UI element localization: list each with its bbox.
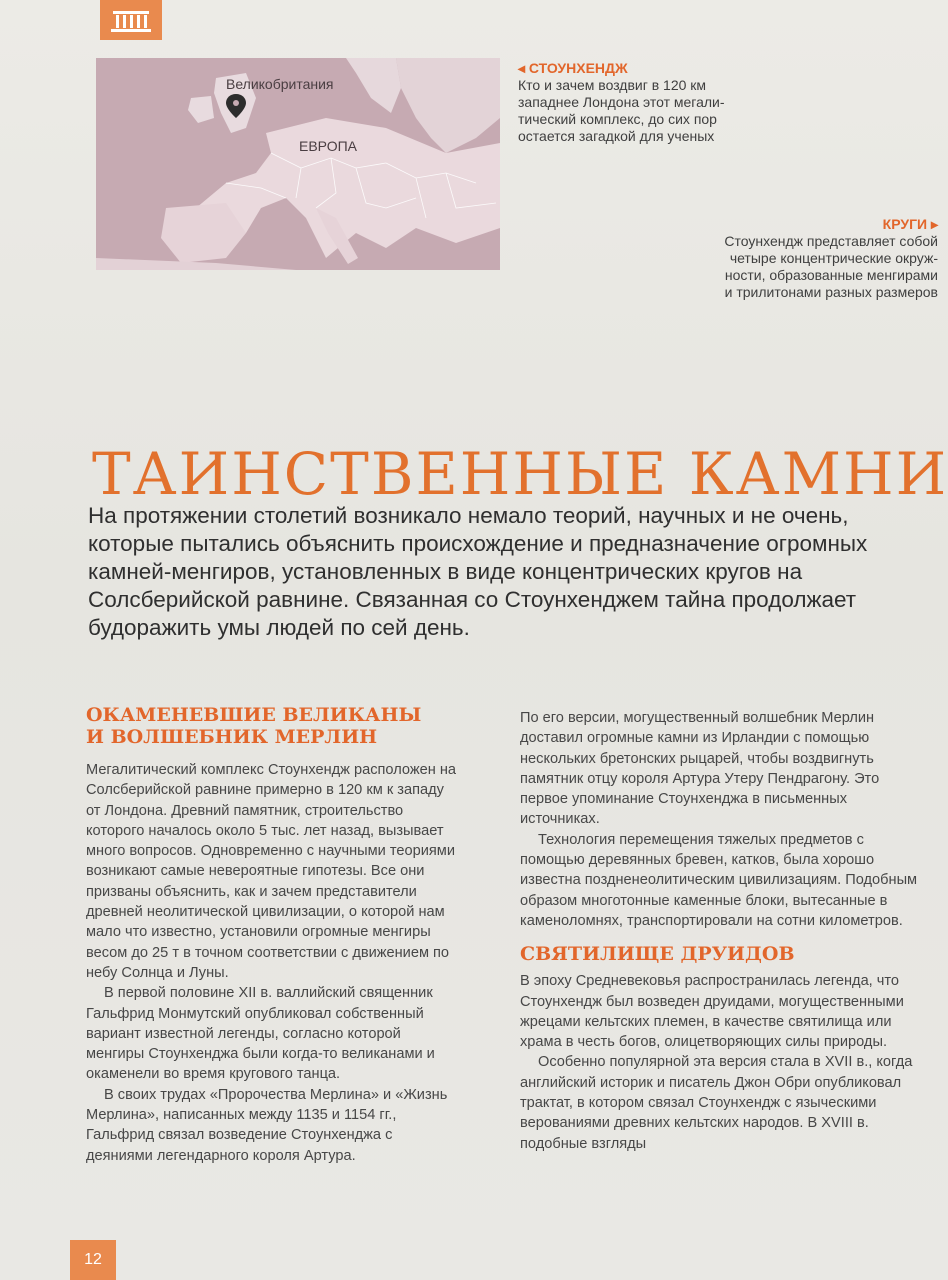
caption-line: тический комплекс, до сих пор (518, 111, 717, 127)
left-column (86, 704, 460, 1166)
paragraph: В своих трудах «Пророчества Мерлина» и «Жизнь Мерлина», написанных между 1135 и 1154 гг., Гальфрид связал возведение Стоунхенджа с деяниями легендарного короля Артура. (86, 1086, 448, 1164)
caption-line: ности, образованные менгирами (724, 267, 938, 283)
caption-line: западнее Лондона этот мегали- (518, 94, 725, 110)
paragraph: Особенно популярной эта версия стала в XVII в., когда английский историк и писатель Джон Обри опубликовал трактат, в котором связал Стоунхендж с языческими верованиями древних кельтских народов. В XVIII в. подобные взгляды (520, 1054, 913, 1152)
caption-line: Стоунхендж представляет собой (724, 233, 938, 249)
temple-icon (100, 0, 162, 40)
europe-map (96, 58, 500, 270)
caption-circles (660, 216, 938, 301)
paragraph: В первой половине XII в. валлийский священник Гальфрид Монмутский опубликовал собственный вариант известной легенды, согласно которой менгиры Стоунхенджа были когда-то великанами и окаменели во время кругового танца. (86, 985, 435, 1083)
caption-line: и трилитонами разных размеров (724, 284, 938, 300)
section-title-line: ОКАМЕНЕВШИЕ ВЕЛИКАНЫ (86, 704, 422, 726)
section-title-giants (86, 704, 460, 748)
caption-line: остается загадкой для ученых (518, 128, 715, 144)
article-lead: На протяжении столетий возникало немало теорий, научных и не очень, которые пытались объяснить происхождение и предназначение огромных камней-менгиров, установленных в виде концентрических кругов на Солсберийской равнине. Связанная со Стоунхенджем тайна продолжает будоражить умы людей по сей день. (88, 503, 868, 640)
article-title: ТАИНСТВЕННЫЕ КАМНИ (92, 440, 948, 508)
caption-line: Кто и зачем воздвиг в 120 км (518, 77, 707, 93)
section-title-druids: СВЯТИЛИЩЕ ДРУИДОВ (520, 943, 795, 966)
caption-stonehenge (518, 60, 778, 145)
map-region-label: ЕВРОПА (299, 138, 357, 154)
page-number: 12 (70, 1240, 116, 1280)
caption-circles-title: КРУГИ ▸ (882, 216, 938, 232)
paragraph: Мегалитический комплекс Стоунхендж расположен на Солсберийской равнине примерно в 120 км к западу от Лондона. Древний памятник, строительство которого началось около 5 тыс. лет назад, вызывает много вопросов. Одновременно с научными теориями возникают самые невероятные гипотезы. Все они призваны объяснить, как и зачем представители древней неолитической цивилизации, о которой нам мало что известно, установили огромные менгиры весом до 25 т в точном соответствии с движением по небу Солнца и Луны. (86, 762, 456, 981)
map-country-label: Великобритания (226, 76, 334, 92)
section-title-line: И ВОЛШЕБНИК МЕРЛИН (86, 726, 378, 748)
caption-line: четыре концентрические окруж- (729, 250, 938, 266)
right-column (520, 708, 918, 1154)
paragraph: По его версии, могущественный волшебник Мерлин доставил огромные камни из Ирландии с помощью нескольких бретонских рыцарей, чтобы воздвигнуть памятник отцу короля Артура Утеру Пендрагону. Это первое упоминание Стоунхенджа в письменных источниках. (520, 710, 880, 828)
paragraph: В эпоху Средневековья распространилась легенда, что Стоунхендж был возведен друидами, могущественными жрецами кельтских племен, в качестве святилища или храма в честь богов, олицетворяющих силы природы. (520, 973, 904, 1051)
paragraph: Технология перемещения тяжелых предметов с помощью деревянных бревен, катков, была хорошо известна поздненеолитическим цивилизациям. Подобным образом многотонные каменные блоки, вытесанные в каменоломнях, транспортировали на сотни километров. (520, 831, 918, 929)
caption-stonehenge-title: ◂ СТОУНХЕНДЖ (518, 60, 628, 76)
